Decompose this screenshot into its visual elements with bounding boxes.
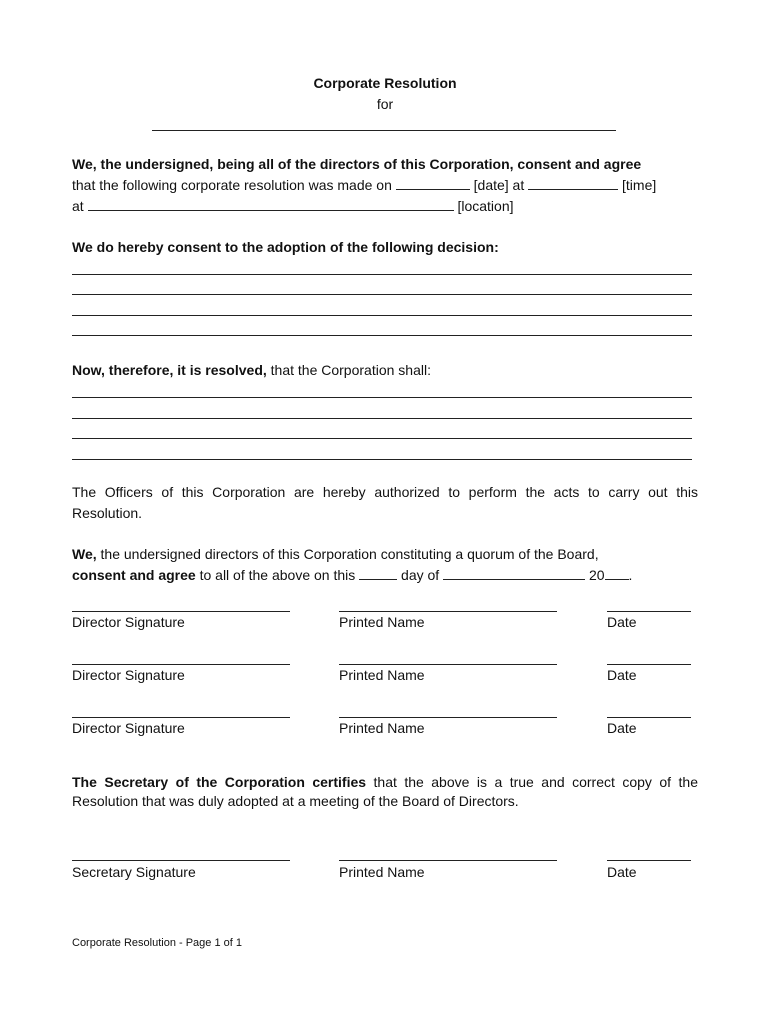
period: . [628,567,633,583]
quorum-bold-consent: consent and agree [72,567,196,583]
printed-name-label: Printed Name [339,864,425,880]
resolved-line-4[interactable] [72,459,692,460]
page-footer: Corporate Resolution - Page 1 of 1 [72,937,242,949]
secretary-rest: that the above is a true and correct copy of the Resolution that was duly adopted at a meeting of the Board of Directors. [72,774,698,809]
printed-name-label: Printed Name [339,720,425,736]
secretary-signature-label: Secretary Signature [72,864,196,880]
printed-name-line[interactable] [339,717,557,718]
time-label: [time] [622,177,657,193]
decision-heading: We do hereby consent to the adoption of the following decision: [72,239,499,255]
director-signature-label: Director Signature [72,720,185,736]
date-label: Date [607,614,637,630]
resolved-text [72,362,431,378]
quorum-text-1: the undersigned directors of this Corporation constituting a quorum of the Board, [96,546,599,562]
at-label: at [72,198,84,214]
printed-name-line[interactable] [339,664,557,665]
decision-line-3[interactable] [72,315,692,316]
director-signature-label: Director Signature [72,614,185,630]
resolved-line-3[interactable] [72,438,692,439]
quorum-text-2: to all of the above on this [195,567,356,583]
date-label: Date [607,667,637,683]
location-label: [location] [457,198,514,214]
corporation-name-line[interactable] [152,130,616,131]
secretary-paragraph [72,773,698,811]
date-line[interactable] [607,664,691,665]
secretary-signature-line[interactable] [72,860,290,861]
quorum-bold-we: We, [72,546,97,562]
date-label: Date [607,720,637,736]
printed-name-label: Printed Name [339,614,425,630]
printed-name-line[interactable] [339,611,557,612]
document-title: Corporate Resolution [313,75,457,91]
secretary-bold: The Secretary of the Corporation certifies [72,774,367,790]
quorum-paragraph [72,544,698,565]
decision-line-1[interactable] [72,274,692,275]
day-blank[interactable] [359,567,397,580]
decision-line-4[interactable] [72,335,692,336]
year-prefix: 20 [588,567,605,583]
printed-name-label: Printed Name [339,667,425,683]
intro-line-2 [72,177,698,193]
month-blank[interactable] [443,567,585,580]
location-blank[interactable] [88,198,454,211]
director-signature-line[interactable] [72,664,290,665]
day-of-label: day of [401,567,440,583]
director-signature-label: Director Signature [72,667,185,683]
date-label: [date] at [473,177,525,193]
director-signature-line[interactable] [72,611,290,612]
resolved-bold: Now, therefore, it is resolved, [72,362,267,378]
year-blank[interactable] [605,567,629,580]
decision-line-2[interactable] [72,294,692,295]
intro-made-on-text: that the following corporate resolution was made on [72,177,392,193]
time-blank[interactable] [528,177,618,190]
resolved-line-2[interactable] [72,418,692,419]
date-line[interactable] [607,860,691,861]
director-signature-line[interactable] [72,717,290,718]
intro-line-3 [72,198,514,214]
date-line[interactable] [607,717,691,718]
date-label: Date [607,864,637,880]
printed-name-line[interactable] [339,860,557,861]
date-line[interactable] [607,611,691,612]
resolved-rest: that the Corporation shall: [266,362,431,378]
intro-bold-text: We, the undersigned, being all of the directors of this Corporation, consent and agree [72,156,642,172]
quorum-line-2 [72,567,632,583]
resolved-line-1[interactable] [72,397,692,398]
officers-paragraph: The Officers of this Corporation are hereby authorized to perform the acts to carry out this Resolution. [72,484,698,521]
date-blank[interactable] [396,177,470,190]
for-label: for [376,96,394,112]
